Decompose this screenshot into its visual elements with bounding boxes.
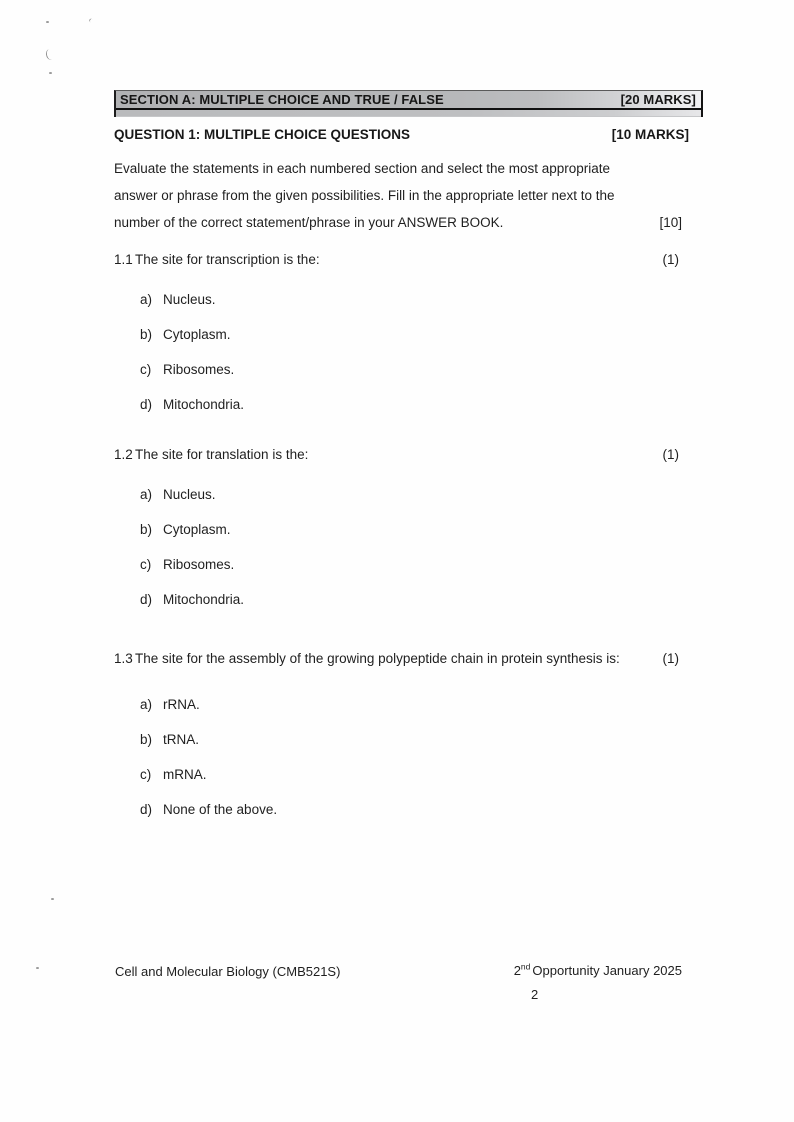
option-letter: d): [140, 592, 153, 607]
question-row: [114, 252, 703, 267]
option-text: Nucleus.: [163, 487, 216, 502]
option-letter: a): [140, 697, 153, 712]
option-row: [140, 522, 703, 537]
question-number: 1.1: [114, 252, 133, 267]
option-letter: a): [140, 292, 153, 307]
option-letter: b): [140, 732, 153, 747]
option-row: [140, 697, 703, 712]
footer-exam-session: [514, 963, 682, 978]
option-row: [140, 557, 703, 572]
question1-title: QUESTION 1: MULTIPLE CHOICE QUESTIONS: [114, 127, 411, 142]
instructions: [114, 155, 703, 236]
option-text: Ribosomes.: [163, 557, 235, 572]
question-block-1-2: [114, 447, 703, 607]
instruction-line: [114, 209, 703, 236]
scan-artifact: [49, 72, 52, 74]
option-letter: b): [140, 327, 153, 342]
option-text: Nucleus.: [163, 292, 216, 307]
option-text: Cytoplasm.: [163, 327, 231, 342]
option-row: [140, 362, 703, 377]
option-letter: c): [140, 362, 152, 377]
section-title: SECTION A: MULTIPLE CHOICE AND TRUE / FALSE: [120, 92, 444, 107]
option-letter: d): [140, 802, 153, 817]
footer-opportunity-number: 2: [513, 963, 521, 978]
option-row: [140, 732, 703, 747]
option-letter: c): [140, 767, 152, 782]
question-marks: (1): [662, 252, 679, 267]
footer-opportunity-text: Opportunity January 2025: [532, 963, 682, 978]
options-list: [140, 487, 703, 607]
option-text: mRNA.: [163, 767, 207, 782]
option-letter: d): [140, 397, 153, 412]
question-text: The site for translation is the:: [135, 447, 309, 462]
question-block-1-1: [114, 252, 703, 412]
options-list: [140, 697, 703, 817]
footer-course-title: Cell and Molecular Biology (CMB521S): [115, 964, 341, 979]
instruction-line: answer or phrase from the given possibilities. Fill in the appropriate letter next to the: [114, 188, 615, 203]
question1-header: [114, 127, 703, 142]
question-text: The site for the assembly of the growing polypeptide chain in protein synthesis is:: [135, 651, 620, 666]
option-text: None of the above.: [163, 802, 278, 817]
option-row: [140, 592, 703, 607]
question-marks: (1): [662, 447, 679, 462]
option-text: Ribosomes.: [163, 362, 235, 377]
option-letter: b): [140, 522, 153, 537]
question-block-1-3: [114, 651, 703, 817]
option-letter: c): [140, 557, 152, 572]
question-text: The site for transcription is the:: [135, 252, 320, 267]
option-text: tRNA.: [163, 732, 200, 747]
scan-artifact: [88, 18, 95, 24]
page-content: [114, 90, 703, 817]
section-header-bar: [114, 90, 703, 117]
option-text: Cytoplasm.: [163, 522, 231, 537]
page-number: 2: [531, 987, 539, 1002]
option-text: rRNA.: [163, 697, 200, 712]
question-number: 1.2: [114, 447, 133, 462]
instruction-line: Evaluate the statements in each numbered section and select the most appropriate: [114, 161, 611, 176]
options-list: [140, 292, 703, 412]
question-row: [114, 447, 703, 462]
option-text: Mitochondria.: [163, 592, 245, 607]
instruction-text: number of the correct statement/phrase in your ANSWER BOOK.: [114, 215, 504, 230]
instructions-marks: [10]: [659, 215, 682, 230]
question-number: 1.3: [114, 651, 133, 666]
scan-artifact: [51, 898, 54, 900]
question1-marks: [10 MARKS]: [611, 127, 689, 142]
option-letter: a): [140, 487, 153, 502]
question-row: [114, 651, 703, 666]
scan-artifact: [36, 967, 39, 969]
question-marks: (1): [662, 651, 679, 666]
footer-ordinal-suffix: nd: [520, 961, 531, 972]
option-row: [140, 802, 703, 817]
option-row: [140, 327, 703, 342]
scan-artifact: [46, 21, 49, 23]
option-row: [140, 292, 703, 307]
scan-artifact: [45, 48, 56, 61]
option-text: Mitochondria.: [163, 397, 245, 412]
option-row: [140, 487, 703, 502]
section-header-row: [116, 91, 701, 110]
option-row: [140, 397, 703, 412]
section-marks: [20 MARKS]: [620, 92, 696, 107]
option-row: [140, 767, 703, 782]
section-header-shading: [116, 110, 701, 117]
